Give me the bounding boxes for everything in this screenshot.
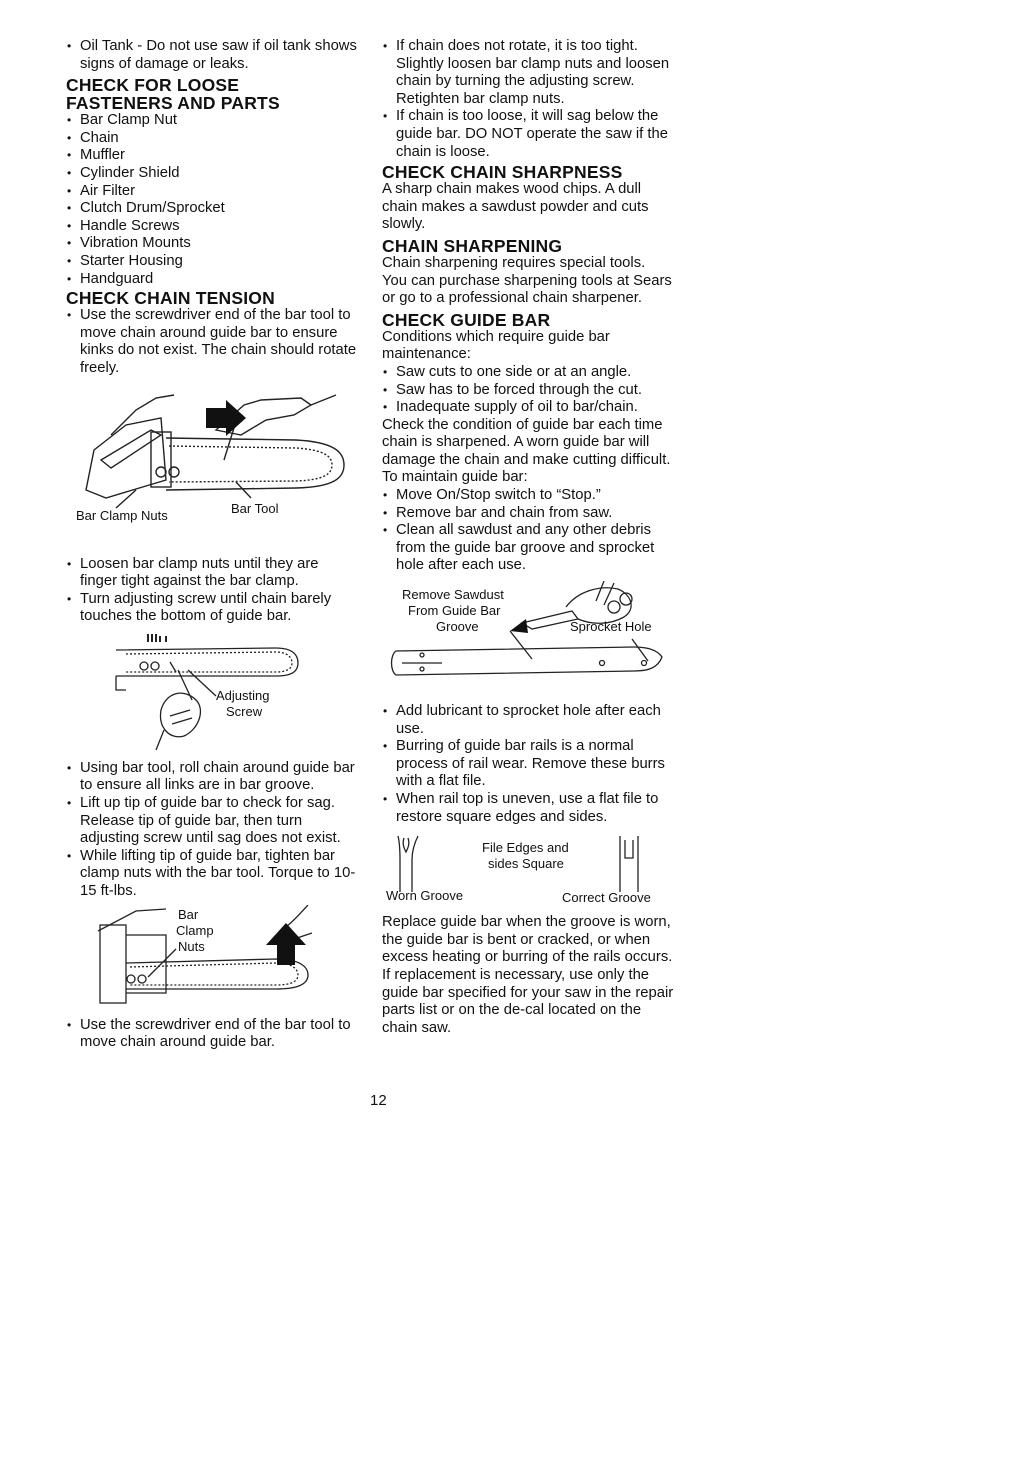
right-column (382, 38, 674, 1037)
sharpening-text: Chain sharpening requires special tools. You can purchase sharpening tools at Sears or go to a professional chain sharpener. (382, 254, 672, 307)
list-item: • Bar Clamp Nut (66, 112, 358, 130)
intro-list (66, 38, 358, 73)
worn-groove-left-rail (398, 836, 400, 892)
groove-comparison-figure (382, 830, 674, 912)
bar-caption: Bar (178, 906, 199, 922)
page-number: 12 (370, 1092, 387, 1109)
list-item: • Burring of guide bar rails is a normal process of rail wear. Remove these burrs with a flat file. (382, 738, 674, 791)
check-text: Check the condition of guide bar each time chain is sharpened. A worn guide bar will damage the chain and make cutting difficult. To maintain guide bar: (382, 416, 671, 486)
adjust-list (66, 556, 358, 626)
tension-list (66, 307, 358, 377)
list-item: • When rail top is uneven, use a flat file to restore square edges and sides. (382, 791, 674, 826)
list-item: • Add lubricant to sprocket hole after each use. (382, 703, 674, 738)
after-use-list (382, 703, 674, 826)
fasteners-heading-line-1: CHECK FOR LOOSE (66, 75, 240, 96)
sharpness-heading: CHECK CHAIN SHARPNESS (382, 162, 623, 183)
final-list (66, 1017, 358, 1052)
list-item: • Cylinder Shield (66, 165, 358, 183)
list-item: • If chain does not rotate, it is too tight. Slightly loosen bar clamp nuts and loosen chain by turning the adjusting screw. Retighten bar clamp nuts. (382, 38, 674, 108)
list-item: • Remove bar and chain from saw. (382, 505, 674, 523)
guide-bar-groove-figure (382, 581, 674, 701)
from-guide-bar-caption: From Guide Bar (408, 603, 501, 619)
list-item: • Handguard (66, 271, 358, 289)
tight-loose-list (382, 38, 674, 161)
list-item: • Inadequate supply of oil to bar/chain. (382, 399, 674, 417)
list-item: • Using bar tool, roll chain around guide bar to ensure all links are in bar groove. (66, 760, 358, 795)
tension-heading: CHECK CHAIN TENSION (66, 288, 275, 309)
groove-caption: Groove (436, 619, 479, 635)
list-item: • Oil Tank - Do not use saw if oil tank shows signs of damage or leaks. (66, 38, 358, 73)
left-column (66, 38, 358, 1052)
list-item: • While lifting tip of guide bar, tighten bar clamp nuts with the bar tool. Torque to 10-15 ft-lbs. (66, 848, 358, 901)
pointer-arrow-icon (510, 619, 528, 633)
clamp-caption: Clamp (176, 922, 214, 938)
list-item: • Air Filter (66, 183, 358, 201)
adjusting-screw-figure (66, 630, 358, 756)
list-item: • Turn adjusting screw until chain barely touches the bottom of guide bar. (66, 591, 358, 626)
screw-caption: Screw (226, 703, 263, 719)
worn-groove-right-rail (412, 836, 418, 892)
bar-clamp-nuts-caption: Bar Clamp Nuts (76, 507, 168, 523)
sharpness-text: A sharp chain makes wood chips. A dull chain makes a sawdust powder and cuts slowly. (382, 181, 649, 233)
maintain-steps-list (382, 487, 674, 575)
bar-tool-caption: Bar Tool (231, 500, 279, 516)
sharpening-heading: CHAIN SHARPENING (382, 235, 563, 256)
file-edges-caption: File Edges and (482, 840, 569, 856)
list-item: • Move On/Stop switch to “Stop.” (382, 487, 674, 505)
guidebar-heading: CHECK GUIDE BAR (382, 309, 551, 330)
guidebar-intro: Conditions which require guide bar maintenance: (382, 328, 610, 363)
list-item: • Starter Housing (66, 253, 358, 271)
list-item: • Clean all sawdust and any other debris from the guide bar groove and sprocket hole after each use. (382, 522, 674, 575)
list-item: • Lift up tip of guide bar to check for sag. Release tip of guide bar, then turn adjusting screw until sag does not exist. (66, 795, 358, 848)
list-item: • Saw cuts to one side or at an angle. (382, 364, 674, 382)
fasteners-list (66, 112, 358, 288)
list-item: • Handle Screws (66, 218, 358, 236)
list-item: • Use the screwdriver end of the bar tool to move chain around guide bar. (66, 1017, 358, 1052)
list-item: • Clutch Drum/Sprocket (66, 200, 358, 218)
list-item: • If chain is too loose, it will sag below the guide bar. DO NOT operate the saw if the chain is loose. (382, 108, 674, 161)
sides-square-caption: sides Square (488, 856, 564, 872)
remove-sawdust-caption: Remove Sawdust (402, 587, 504, 603)
correct-groove-caption: Correct Groove (562, 890, 651, 906)
sprocket-hole-caption: Sprocket Hole (570, 619, 652, 635)
list-item: • Loosen bar clamp nuts until they are finger tight against the bar clamp. (66, 556, 358, 591)
nuts-caption: Nuts (178, 938, 205, 954)
list-item: • Saw has to be forced through the cut. (382, 382, 674, 400)
conditions-list (382, 364, 674, 417)
bar-clamp-nuts-figure (66, 905, 358, 1015)
list-item: • Chain (66, 130, 358, 148)
chain-tension-figure (66, 390, 358, 550)
worn-groove-caption: Worn Groove (386, 888, 464, 904)
adjusting-caption: Adjusting (216, 687, 270, 703)
tighten-nuts-illustration (66, 905, 358, 1015)
adjusting-screw-illustration (66, 630, 358, 756)
list-item: • Muffler (66, 147, 358, 165)
list-item: • Vibration Mounts (66, 235, 358, 253)
replace-text: Replace guide bar when the groove is worn, the guide bar is bent or cracked, or when excess heating or burring of the rails occurs. If replacement is necessary, use only the guide bar specified for your saw in the repair parts list or on the de-cal located on the chain saw. (382, 914, 674, 1036)
fasteners-heading-line-2: FASTENERS AND PARTS (66, 93, 280, 114)
chain-saw-bar-tool-illustration (66, 390, 358, 550)
arrow-right-icon (206, 400, 246, 436)
list-item: • Use the screwdriver end of the bar tool to move chain around guide bar to ensure kinks do not exist. The chain should rotate freely. (66, 307, 358, 377)
roll-list (66, 760, 358, 901)
